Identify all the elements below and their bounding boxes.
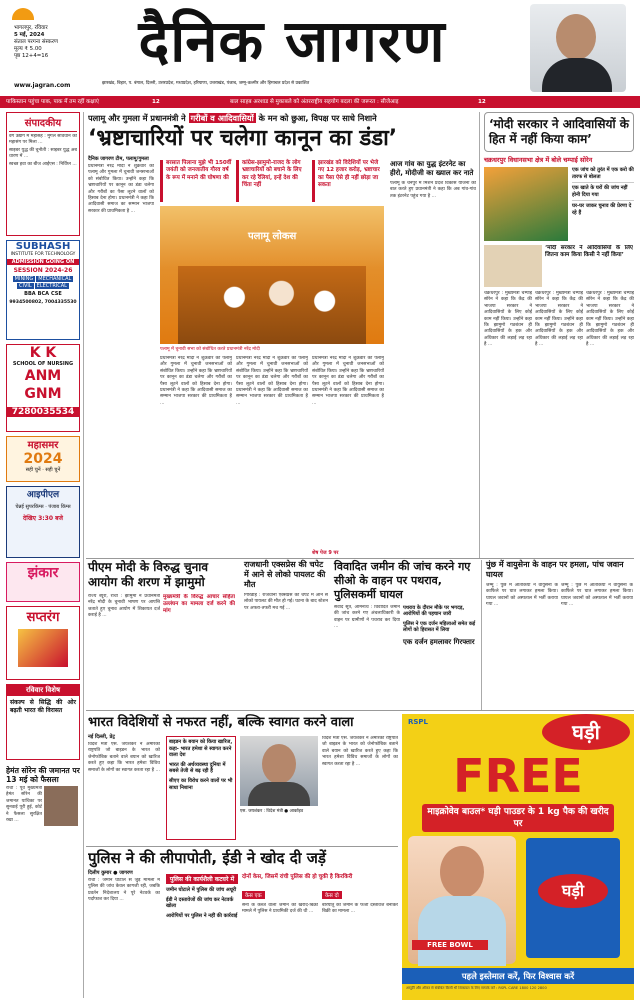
- masthead-photo: [530, 4, 626, 92]
- editorial-item[interactable]: साइबर युद्ध की चुनौती : साइबर युद्ध अब धारण में ...: [9, 147, 77, 160]
- ad-slogan: पहले इस्तेमाल करें, फिर विश्वास करें: [402, 968, 634, 984]
- police-box: पुलिस की कार्यशैली कटघरे में जमीन घोटाले में पुलिस की जांच अधूरी ईडी ने दस्तावेजों की जांच कर नेटवर्क खोला आरोपियों पर पुलिस ने नहीं की कार्रवाई: [166, 876, 238, 919]
- newspaper-title: दैनिक जागरण: [138, 7, 446, 75]
- lead-body-col3: प्रधानमंत्री नरेंद्र मोदी ने शुक्रवार को पलामू और गुमला में चुनावी जनसभाओं को संबोधित किया। उन्होंने कहा कि भ्रष्टाचारियों पर कानून का डंडा चलेगा और गरीबों का पैसा लूटने वालों को हिसाब देना होगा। प्रधानमंत्री ने कहा कि आदिवासी समाज का सम्मान भाजपा सरकार की प्राथमिकता है ...: [236, 356, 308, 406]
- center-headline[interactable]: आज गांव का युद्ध इंटरनेट का हीरो, मोदीजी का ख्याल कर नाते: [390, 160, 474, 177]
- hemant-story: हेमंत सोरेन की जमानत पर 13 मई को फैसला रांची : पूर्व मुख्यमंत्री हेमंत सोरेन की जमानत याचिका पर सुनवाई पूरी हुई, कोर्ट ने फैसला सुरक्षित रखा ...: [6, 766, 80, 906]
- ticker-bar: [0, 96, 640, 108]
- jaishankar-headline[interactable]: भारत विदेशियों से नफरत नहीं, बल्कि स्वागत करने वाला: [88, 715, 354, 730]
- logo-sun-icon: [12, 8, 34, 20]
- ipl-box[interactable]: आइपीएल चेन्नई सुपरकिंग्स · पंजाब किंग्स देखिए 3:30 बजे: [6, 486, 80, 558]
- center-story: आज गांव का युद्ध इंटरनेट का हीरो, मोदीजी का ख्याल कर नाते पलामू के चैनपुर में मिशन प्रदेश विकास योजना की बात करते हुए प्रधानमंत्री ने कहा कि अब गांव-गांव तक इंटरनेट पहुंच गया है ...: [390, 160, 476, 199]
- lead-box-2: कांग्रेस-झामुमो-राजद के लोग भ्रष्टाचारियों को बचाने के लिए कर रहे रैलियां, इन्हें देश की चिंता नहीं: [236, 160, 308, 202]
- editions-line: झारखंड, बिहार, प. बंगाल, दिल्ली, उत्तरप्रदेश, मध्यप्रदेश, हरियाणा, उत्तराखंड, पंजाब, जम्मू-कश्मीर और हिमाचल प्रदेश से प्रकाशित: [102, 81, 310, 86]
- ad-kk-nursing[interactable]: K K SCHOOL OF NURSING ANM GNM 7280035534: [6, 344, 80, 432]
- ticker-left[interactable]: पाकिस्तान पहुंचा पाक, पाक में तम रहीं कक्षाएं: [6, 99, 99, 105]
- website-link[interactable]: www.jagran.com: [14, 82, 71, 89]
- right-quote: ‘मोदी सरकार ने आदिवासियों के हित में नहीं किया काम’ चक्रधरपुर विधानसभा क्षेत्र में बोले चम्पाई सोरेन एक जांच को तुरंत में एक करो की तारफ से बोलता एक खाते के घरों की जांच नहीं होनी दिया गया घर-घर जाकर चुनाव की प्रेरणा दे रहे हैं ‘मोदी सरकार ने आदिवासियों के लिए जितना काम किया किसी ने नहीं किया’ चक्रधरपुर : मुख्यमंत्री चम्पाई सोरेन ने कहा कि केंद्र की भाजपा सरकार ने आदिवासियों के लिए कोई काम नहीं किया। उन्होंने कहा कि झामुमो गठबंधन ही आदिवासियों के हक और अधिकार की लड़ाई लड़ रहा है ... चक्रधरपुर : मुख्यमंत्री चम्पाई सोरेन ने कहा कि केंद्र की भाजपा सरकार ने आदिवासियों के लिए कोई काम नहीं किया। उन्होंने कहा कि झामुमो गठबंधन ही आदिवासियों के हक और अधिकार की लड़ाई लड़ रहा है ... चक्रधरपुर : मुख्यमंत्री चम्पाई सोरेन ने कहा कि केंद्र की भाजपा सरकार ने आदिवासियों के लिए कोई काम नहीं किया। उन्होंने कहा कि झामुमो गठबंधन ही आदिवासियों के हक और अधिकार की लड़ाई लड़ रहा है ...: [484, 112, 634, 552]
- lead-continued[interactable]: शेष पेज 9 पर: [312, 550, 339, 556]
- police-headline[interactable]: पुलिस ने की लीपापोती, ईडी ने खोद दी जड़ें: [88, 849, 326, 867]
- story-jmm-complaint: पीएम मोदी के विरुद्ध चुनाव आयोग की शरण में झामुमो राज्य ब्यूरो, रांची : झामुमो ने प्रधानमंत्री नरेंद्र मोदी के चुनावी भाषण पर आपत्ति जताते हुए चुनाव आयोग में शिकायत दर्ज कराई है ... मुख्यमंत्री के विरुद्ध आचार संहिता उल्लंघन का मामला दर्ज करने की मांग: [88, 560, 238, 708]
- dateline: भागलपुर, रविवार 5 मई, 2024 संताल परगना संस्करण मूल्य ₹ 5.00 पृष्ठ 12+4=16: [14, 25, 58, 59]
- ad-subhash[interactable]: SUBHASH INSTITUTE FOR TECHNOLOGY ADMISSION GOING ON SESSION 2024-26 MINING MECHANICAL CIVIL ELECTRICAL BBA BCA CSE 9934500802, 7004335530: [6, 240, 80, 340]
- lead-photo-label: पलामू लोकस: [248, 231, 297, 242]
- quote-point: एक जांच को तुरंत में एक करो की तारफ से बोलता: [572, 167, 634, 183]
- jaishankar-photo: [240, 736, 318, 806]
- saptrang-box[interactable]: सप्तरंग: [6, 606, 80, 680]
- quote-point: एक खाते के घरों की जांच नहीं होनी दिया गया: [572, 183, 634, 201]
- free-bowl-badge: FREE BOWL: [412, 940, 488, 950]
- kicker-highlight: गरीबों व आदिवासियों: [190, 113, 254, 123]
- ad-fineprint: आपूर्ति और ऑफर से संबंधित किसी भी शिकायत के लिए सम्पर्क करें : RSPL CARE 1800 120 2800: [406, 986, 547, 990]
- ravivar-box[interactable]: रविवार विशेष संकल्प से सिद्धि की ओर बढ़ती भारत की विरासत: [6, 684, 80, 760]
- police-subhead: दोनों केस, जिसमें रांची पुलिस की हो चुकी है किरकिरी: [242, 874, 353, 880]
- sidebar: [6, 112, 80, 998]
- quote-point: घर-घर जाकर चुनाव की प्रेरणा दे रहे हैं: [572, 203, 632, 216]
- editorial-item[interactable]: स्वच्छ हवा का बीज आईएस : निर्विघ्न ...: [9, 161, 77, 167]
- hemant-headline[interactable]: हेमंत सोरेन की जमानत पर 13 मई को फैसला: [6, 766, 80, 784]
- jhankar-box[interactable]: झंकार: [6, 562, 80, 602]
- editorial-box: [6, 112, 80, 236]
- lead-box-1: बरसात पिलाना मुझे भी 150वीं जयंती को जनजातीय गौरव वर्ष के रूप में मनाने की घोषणा की: [160, 160, 232, 202]
- editorial-item[interactable]: वर्ग उद्योग में महासंह : मुगल संविधान को महासंग पर मिला ...: [9, 134, 77, 146]
- case-one: केस एक सेना के कब्जे वाली जमीन की खरीद-बिक्री मामले में पुलिस ने प्राथमिकी दर्ज की थी ...: [242, 893, 318, 915]
- poonch-headline[interactable]: पुंछ में वायुसेना के वाहन पर हमला, पांच जवान घायल: [486, 560, 624, 579]
- story-poonch: पुंछ में वायुसेना के वाहन पर हमला, पांच जवान घायल जम्मू : पुंछ में आतंकियों ने वायुसेना के काफिले पर घात लगाकर हमला किया। घायल जवानों को अस्पताल में भर्ती कराया गया ... जम्मू : पुंछ में आतंकियों ने वायुसेना के काफिले पर घात लगाकर हमला किया। घायल जवानों को अस्पताल में भर्ती कराया गया ...: [486, 560, 633, 608]
- story-rajdhani: राजधानी एक्सप्रेस की चपेट में आने से लोको पायलट की मौत गिरिडीह : राजधानी एक्सप्रेस की चपेट में आने से लोको पायलट की मौत हो गई। घटना के बाद स्टेशन पर अफरा-तफरी मच गई ...: [244, 560, 328, 611]
- police-body: रांची : जमीन घोटाले से जुड़े मामलों में पुलिस की जांच केवल कागजी रही, जबकि प्रवर्तन निदेशालय ने पूरे नेटवर्क का पर्दाफाश कर दिया ...: [88, 878, 160, 903]
- police-byline: दिलीप कुमार ● जागरण: [88, 870, 133, 876]
- quote-photo-2: [484, 245, 542, 287]
- lead-box-3: झारखंड को विदेशियों पर भेजे गए 12 हजार करोड़, भ्रष्टाचार का पैसा ऐसे ही नहीं छोड़ा जा सकता: [312, 160, 384, 202]
- jmm-headline[interactable]: पीएम मोदी के विरुद्ध चुनाव आयोग की शरण में झामुमो: [88, 560, 209, 589]
- lead-byline: दैनिक जागरण टीम, पलामू/गुमला: [88, 156, 149, 162]
- rajdhani-headline[interactable]: राजधानी एक्सप्रेस की चपेट में आने से लोको पायलट की मौत: [244, 560, 326, 589]
- hemant-photo: [44, 786, 78, 826]
- lead-photo: [160, 206, 384, 344]
- detergent-pack: घड़ी: [526, 838, 620, 958]
- jaishankar-body: विदेश मंत्री एस. जयशंकर ने अमेरिकी राष्ट्रपति जो बाइडन के भारत को जेनोफोबिक बताने वाले बयान को खारिज करते हुए कहा कि भारत हमेशा विविध समाजों के लोगों का स्वागत करता रहा है ...: [88, 742, 160, 773]
- rspl-logo: RSPL: [408, 718, 429, 726]
- quote-subhead: चक्रधरपुर विधानसभा क्षेत्र में बोले चम्पाई सोरेन: [484, 156, 593, 164]
- lead-photo-caption: पलामू में चुनावी सभा को संबोधित करते प्रधानमंत्री नरेंद्र मोदी: [160, 347, 260, 352]
- ghadi-logo: घड़ी: [542, 714, 630, 750]
- jaishankar-points: बाइडन के बयान को किया खारिज, कहा- भारत हमेशा से स्वागत करने वाला देश भारत की अर्थव्यवस्था दुनिया में सबसे तेजी से बढ़ रही है सीएए का विरोध करने वालों पर भी साधा निशाना: [166, 736, 236, 840]
- co-attack-headline[interactable]: विवादित जमीन की जांच करने गए सीओ के वाहन पर पथराव, पुलिसकर्मी घायल: [334, 560, 471, 601]
- lead-headline[interactable]: ‘भ्रष्टाचारियों पर चलेगा कानून का डंडा’: [88, 126, 398, 151]
- offer-text: माइक्रोवेव बाउल* घड़ी पाउडर के 1 kg पैक की खरीद पर: [422, 804, 614, 832]
- editorial-title: संपादकीय: [9, 115, 77, 132]
- ticker-left-page: 12: [152, 99, 160, 105]
- lead-body-col2: प्रधानमंत्री नरेंद्र मोदी ने शुक्रवार को पलामू और गुमला में चुनावी जनसभाओं को संबोधित किया। उन्होंने कहा कि भ्रष्टाचारियों पर कानून का डंडा चलेगा और गरीबों का पैसा लूटने वालों को हिसाब देना होगा। प्रधानमंत्री ने कहा कि आदिवासी समाज का सम्मान भाजपा सरकार की प्राथमिकता है ...: [160, 356, 232, 406]
- ticker-middle[interactable]: बाल साहब अरशाड से मुकाबले को अंतरराष्ट्रीय सहयोग बदला की जरूरत : सीजेआइ: [230, 99, 399, 105]
- lead-body: प्रधानमंत्री नरेंद्र मोदी ने शुक्रवार को पलामू और गुमला में चुनावी जनसभाओं को संबोधित किया। उन्होंने कहा कि भ्रष्टाचारियों पर कानून का डंडा चलेगा और गरीबों का पैसा लूटने वालों को हिसाब देना होगा। प्रधानमंत्री ने कहा कि आदिवासी समाज का सम्मान भाजपा सरकार की प्राथमिकता है ...: [88, 164, 154, 214]
- quote-headline[interactable]: ‘मोदी सरकार ने आदिवासियों के हित में नहीं किया काम’: [484, 112, 634, 152]
- ghadi-advert[interactable]: [402, 714, 634, 1000]
- story-co-attack: विवादित जमीन की जांच करने गए सीओ के वाहन पर पथराव, पुलिसकर्मी घायल संवाद सूत्र, आमनाथ : विवादित जमीन की जांच करने गए अंचलाधिकारी के वाहन पर ग्रामीणों ने पथराव कर दिया ... पथराव के दौरान मौके पर भगदड़, आरोपियों की पहचान जारी पुलिस ने एक दर्जन महिलाओं समेत कई लोगों को हिरासत में लिया एक दर्जन हमलावर गिरफ्तार: [334, 560, 478, 708]
- lead-kicker: पलामू और गुमला में प्रधानमंत्री ने गरीबों व आदिवासियों के मन को छुआ, विपक्ष पर साधे निशाने: [88, 113, 377, 123]
- jaishankar-caption: एस. जयशंकर : विदेश मंत्री ● आर्काइव: [240, 809, 304, 814]
- mahasamar-box[interactable]: महासमर 2024 सही चुनें · सही चुनें: [6, 436, 80, 482]
- lead-body-col4: प्रधानमंत्री नरेंद्र मोदी ने शुक्रवार को पलामू और गुमला में चुनावी जनसभाओं को संबोधित किया। उन्होंने कहा कि भ्रष्टाचारियों पर कानून का डंडा चलेगा और गरीबों का पैसा लूटने वालों को हिसाब देना होगा। प्रधानमंत्री ने कहा कि आदिवासी समाज का सम्मान भाजपा सरकार की प्राथमिकता है ...: [312, 356, 384, 406]
- case-two: केस दो बरियातू की जमीन के फर्जी दस्तावेज बनाकर बिक्री का मामला ...: [322, 893, 398, 915]
- free-text: FREE: [453, 749, 583, 803]
- jaishankar-byline: नई दिल्ली, प्रेट्र: [88, 734, 115, 740]
- masthead: [8, 4, 632, 92]
- quote-photo: [484, 167, 568, 241]
- ticker-middle-page: 12: [478, 99, 486, 105]
